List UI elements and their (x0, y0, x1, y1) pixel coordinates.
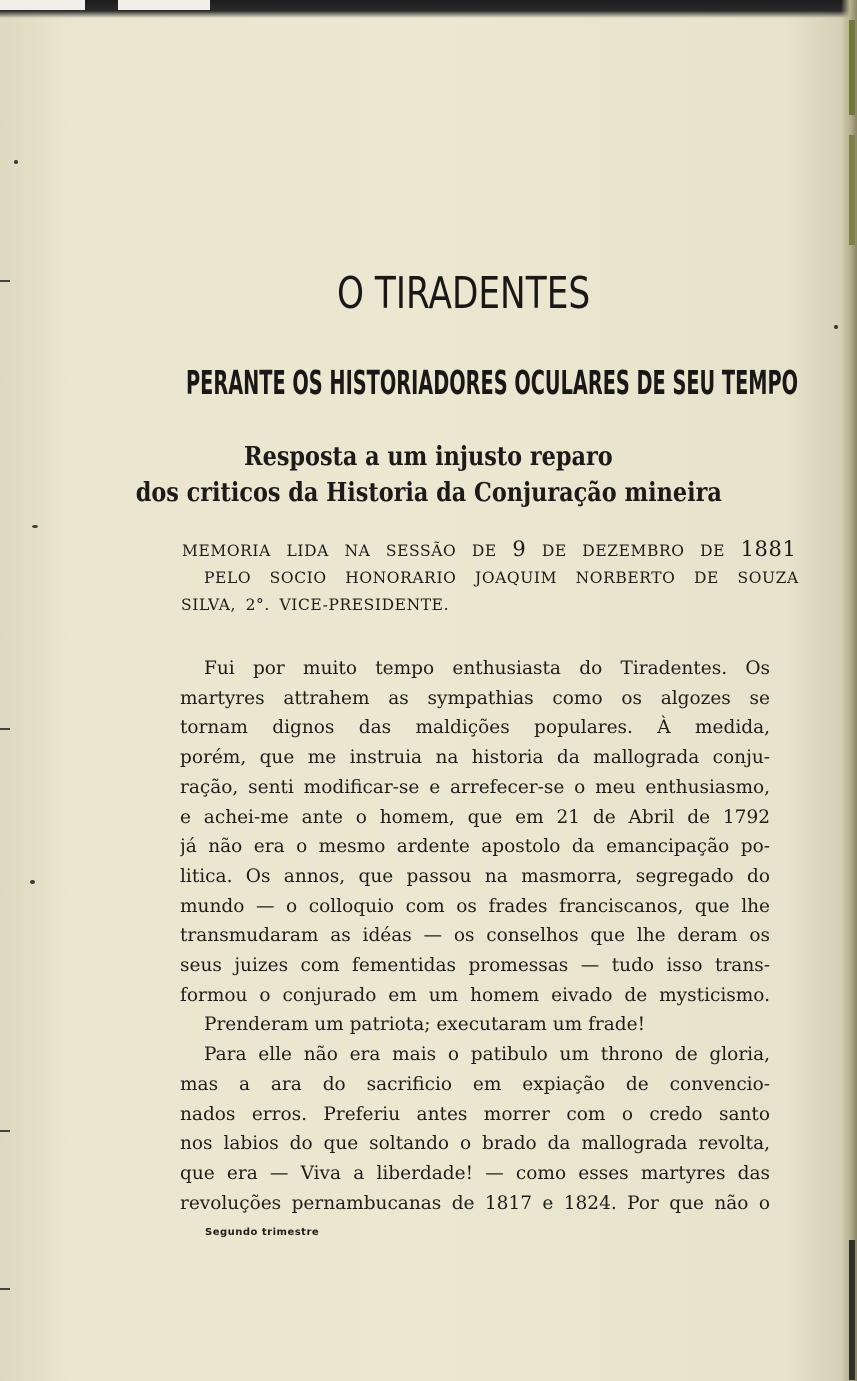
scan-top-edge (0, 0, 857, 18)
body-line: mundo — o colloquio com os frades franciscanos, que lhe (180, 895, 770, 917)
scan-edge-band (849, 1240, 855, 1380)
scan-edge-strip (0, 0, 85, 10)
body-line: que era — Viva a liberdade! — como esses martyres das (180, 1162, 770, 1184)
margin-mark (0, 280, 10, 282)
page-subtitle: PERANTE OS HISTORIADORES OCULARES DE SEU TEMPO (186, 363, 799, 402)
body-line: Fui por muito tempo enthusiasta do Tiradentes. Os (204, 658, 770, 679)
memoria-line1-text-b: DE DEZEMBRO DE (541, 542, 726, 560)
scan-edge-band (849, 135, 855, 245)
body-line: martyres attrahem as sympathias como os algozes se (180, 687, 770, 709)
body-line: nos labios do que soltando o brado da mallograda revolta, (180, 1133, 770, 1155)
scan-speck (30, 880, 35, 884)
section-heading-line1: Resposta a um injusto reparo (244, 442, 613, 472)
scan-speck (32, 525, 38, 528)
page-title: O TIRADENTES (337, 268, 591, 319)
body-line: transmudaram as idéas — os conselhos que lhe deram os (180, 925, 770, 947)
memoria-line3: SILVA, 2°. VICE-PRESIDENTE. (181, 596, 450, 614)
scan-edge-strip (118, 0, 210, 10)
body-line: litica. Os annos, que passou na masmorra, segregado do (180, 865, 770, 887)
memoria-line1 (182, 537, 796, 561)
memoria-day: 9 (512, 537, 527, 561)
body-line: Para elle não era mais o patibulo um throno de gloria, (204, 1044, 770, 1066)
scan-edge-band (849, 20, 855, 115)
memoria-line2: PELO SOCIO HONORARIO JOAQUIM NORBERTO DE SOUZA (204, 569, 799, 587)
margin-mark (0, 1130, 10, 1132)
memoria-line1-text: MEMORIA LIDA NA SESSÃO DE (182, 542, 497, 560)
body-line: formou o conjurado em um homem eivado de mysticismo. (180, 984, 770, 1006)
body-line: revoluções pernambucanas de 1817 e 1824. Por que não o (180, 1192, 770, 1214)
scan-right-edge (841, 0, 857, 1381)
body-line: e achei-me ante o homem, que em 21 de Abril de 1792 (180, 806, 770, 828)
signature-mark: Segundo trimestre (205, 1227, 320, 1238)
scan-speck (14, 160, 18, 164)
body-line: nados erros. Preferiu antes morrer com o credo santo (180, 1103, 770, 1125)
body-text (180, 654, 770, 1218)
body-line: já não era o mesmo ardente apostolo da emancipação po- (180, 836, 770, 858)
body-line: Prenderam um patriota; executaram um frade! (204, 1014, 646, 1036)
scan-speck (834, 325, 838, 329)
memoria-year: 1881 (740, 537, 797, 561)
section-heading-line2: dos criticos da Historia da Conjuração mineira (135, 478, 722, 508)
body-line: ração, senti modificar-se e arrefecer-se o meu enthusiasmo, (180, 776, 770, 798)
body-line: mas a ara do sacrificio em expiação de convencio- (180, 1073, 770, 1095)
margin-mark (0, 728, 10, 730)
body-line: porém, que me instruia na historia da mallograda conju- (180, 747, 770, 769)
body-line: seus juizes com fementidas promessas — tudo isso trans- (180, 955, 770, 977)
margin-mark (0, 1288, 10, 1290)
body-line: tornam dignos das maldições populares. À medida, (180, 717, 770, 739)
